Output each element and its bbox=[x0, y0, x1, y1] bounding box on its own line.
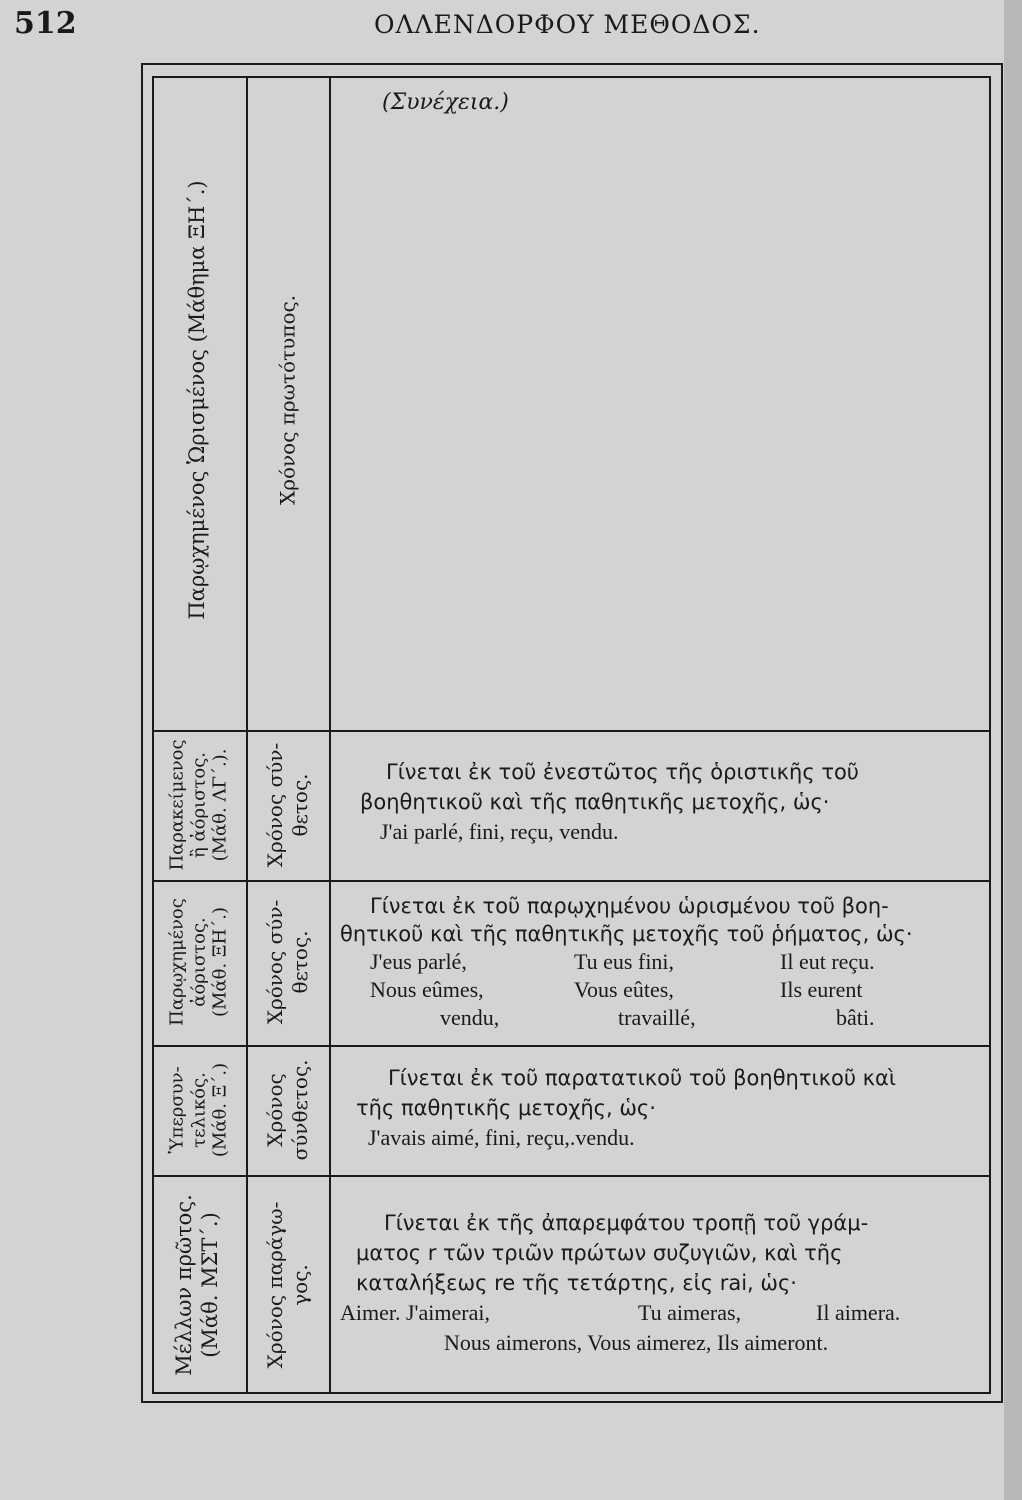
tense-name: Μέλλων πρῶτος. (Μάθ. ΜΣΤ΄.) bbox=[171, 1194, 222, 1376]
column-divider bbox=[329, 76, 331, 1394]
formation-rule: Γίνεται ἐκ τοῦ ἐνεστῶτος τῆς ὁριστικῆς τοῦ βοηθητικοῦ καὶ τῆς παθητικῆς μετοχῆς, ὡς· J'ai parlé, fini, reçu, vendu. bbox=[360, 757, 859, 847]
tense-name: Παρῳχημένος Ὡρισμένος (Μάθημα ΞΗ΄.) bbox=[184, 180, 209, 620]
running-title: ΟΛΛΕΝΔΟΡΦΟΥ ΜΕΘΟΔΟΣ. bbox=[374, 10, 761, 39]
formation-rule: Γίνεται ἐκ τοῦ παρῳχημένου ὡρισμένου τοῦ βοη- θητικοῦ καὶ τῆς παθητικῆς μετοχῆς τοῦ ῥήματος, ὡς· J'eus parlé, Tu eus fini, Il eut reçu. Nous eûmes, Vous eûtes, Ils eurent vendu, travaillé, bâti. bbox=[340, 892, 930, 1032]
tense-name: Παρῳχημένος ἀόριστος. (Μάθ. ΞΗ΄.) bbox=[166, 898, 231, 1026]
example-forms: Nous aimerons, Vous aimerez, Ils aimeront. bbox=[444, 1330, 829, 1355]
continuation-label: (Συνέχεια.) bbox=[382, 90, 509, 115]
column-divider bbox=[246, 76, 248, 1394]
tense-name: Ὑπερσυν- τελικός. (Μάθ. Ξ΄.) bbox=[166, 1062, 231, 1158]
tense-kind: Χρόνος πρωτότυπος. bbox=[275, 294, 300, 506]
tense-kind: Χρόνος σύν- θετος. bbox=[263, 742, 312, 868]
tense-name: Παρακείμενος ἢ ἀόριστος. (Μάθ. ΛΓ΄.). bbox=[166, 739, 231, 871]
formation-rule: Γίνεται ἐκ τοῦ παρατατικοῦ τοῦ βοηθητικοῦ καὶ τῆς παθητικῆς μετοχῆς, ὡς· J'avais aimé, fini, reçu,.vendu. bbox=[356, 1063, 896, 1153]
example-forms: J'eus parlé, Tu eus fini, Il eut reçu. Nous eûmes, Vous eûtes, Ils eurent vendu, travaillé, bâti. bbox=[370, 949, 875, 1030]
conjugation-table bbox=[152, 76, 991, 1394]
tense-kind: Χρόνος παράγω- γος. bbox=[263, 1201, 312, 1369]
example-forms: Aimer. J'aimerai, Tu aimeras, Il aimera. bbox=[340, 1300, 901, 1325]
page-edge bbox=[1004, 0, 1022, 1500]
tense-kind: Χρόνος σύνθετος. bbox=[263, 1059, 312, 1161]
formation-rule: Γίνεται ἐκ τῆς ἀπαρεμφάτου τροπῇ τοῦ γράμ- ματος r τῶν τριῶν πρώτων συζυγιῶν, καὶ τῆς καταλήξεως re τῆς τετάρτης, εἰς rai, ὡς· Aimer. J'aimerai, Tu aimeras, Il aimera. Nous aimerons, Vous aimerez, Ils aimeront. bbox=[340, 1208, 986, 1358]
page-number: 512 bbox=[14, 6, 77, 41]
row-divider bbox=[152, 1175, 991, 1177]
row-divider bbox=[152, 880, 991, 882]
row-divider bbox=[152, 730, 991, 732]
row-divider bbox=[152, 1045, 991, 1047]
example-forms: J'ai parlé, fini, reçu, vendu. bbox=[380, 819, 619, 844]
tense-kind: Χρόνος σύν- θετος. bbox=[263, 899, 312, 1025]
example-forms: J'avais aimé, fini, reçu,.vendu. bbox=[368, 1125, 635, 1150]
